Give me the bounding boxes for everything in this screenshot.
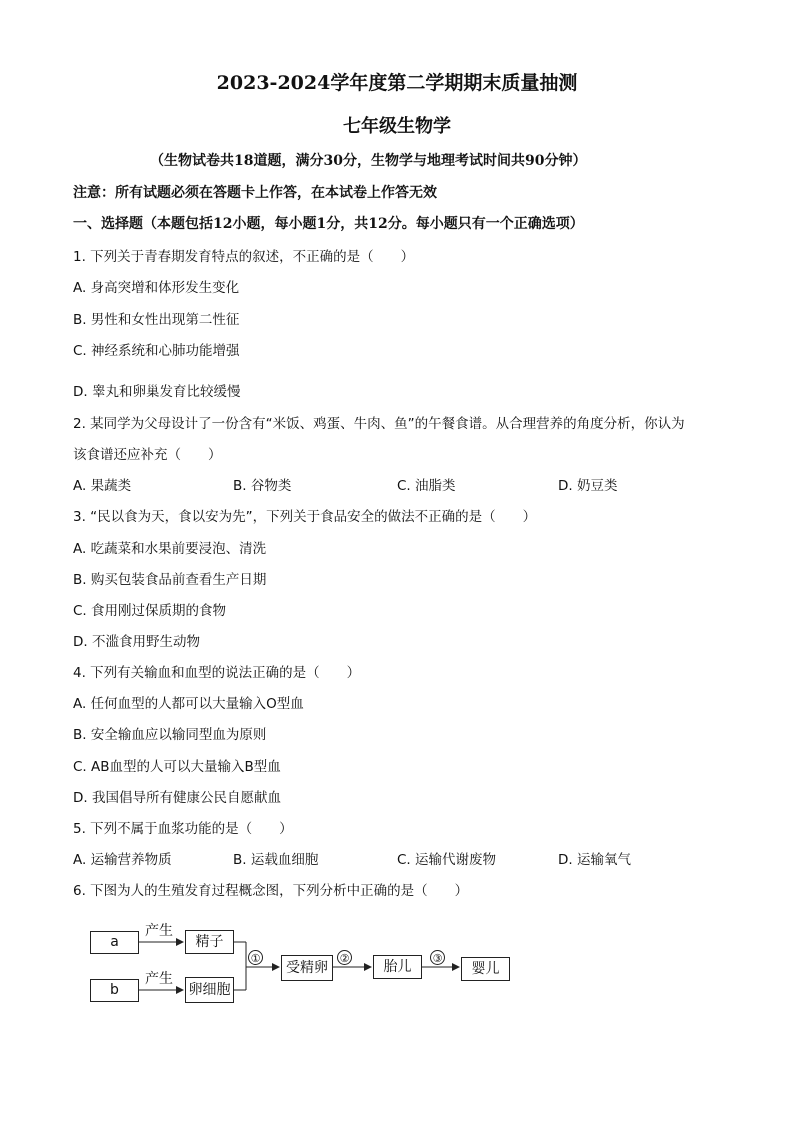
exam-title: 2023-2024学年度第二学期期末质量抽测 [216,72,578,94]
produce-label-top: 产生 [145,923,173,939]
produce-label-bottom: 产生 [145,971,173,987]
question-5-option-b: B. 运载血细胞 [233,852,319,868]
question-3-option-a: A. 吃蔬菜和水果前要浸泡、清洗 [73,541,267,557]
question-3-stem: 3. “民以食为天，食以安为先”，下列关于食品安全的做法不正确的是（ ） [73,509,537,525]
question-3-option-c: C. 食用刚过保质期的食物 [73,603,227,619]
box-fetus: 胎儿 [373,955,422,979]
box-a: a [90,931,139,954]
step-1-marker: ① [248,950,263,965]
exam-subtitle: 七年级生物学 [343,116,451,137]
question-4-option-c: C. AB血型的人可以大量输入B型血 [73,759,281,775]
step-2-marker: ② [337,950,352,965]
box-baby: 婴儿 [461,957,510,981]
question-5-option-d: D. 运输氧气 [558,852,631,868]
question-4-stem: 4. 下列有关输血和血型的说法正确的是（ ） [73,665,361,681]
box-b: b [90,979,139,1002]
question-4-option-b: B. 安全输血应以输同型血为原则 [73,727,267,743]
question-5-stem: 5. 下列不属于血浆功能的是（ ） [73,821,293,837]
question-3-option-d: D. 不滥食用野生动物 [73,634,200,650]
question-4-option-a: A. 任何血型的人都可以大量输入O型血 [73,696,304,712]
exam-notice: 注意：所有试题必须在答题卡上作答，在本试卷上作答无效 [73,185,437,201]
question-1-option-c: C. 神经系统和心肺功能增强 [73,343,240,359]
question-2-stem: 2. 某同学为父母设计了一份含有“米饭、鸡蛋、牛肉、鱼”的午餐食谱。从合理营养的角度分析，你认为 [73,416,685,432]
question-2-stem-cont: 该食谱还应补充（ ） [73,447,222,463]
question-2-option-d: D. 奶豆类 [558,478,618,494]
box-zygote: 受精卵 [281,955,333,981]
question-2-option-a: A. 果蔬类 [73,478,132,494]
step-3-marker: ③ [430,950,445,965]
question-1-stem: 1. 下列关于青春期发育特点的叙述，不正确的是（ ） [73,249,415,265]
exam-info: （生物试卷共18道题，满分30分，生物学与地理考试时间共90分钟） [150,153,587,169]
question-1-option-a: A. 身高突增和体形发生变化 [73,280,240,296]
question-2-option-c: C. 油脂类 [397,478,456,494]
question-1-option-d: D. 睾丸和卵巢发育比较缓慢 [73,384,241,400]
question-3-option-b: B. 购买包装食品前查看生产日期 [73,572,267,588]
section-title: 一、选择题（本题包括12小题，每小题1分，共12分。每小题只有一个正确选项） [73,216,584,232]
question-5-option-c: C. 运输代谢废物 [397,852,497,868]
question-2-option-b: B. 谷物类 [233,478,292,494]
question-4-option-d: D. 我国倡导所有健康公民自愿献血 [73,790,281,806]
box-egg: 卵细胞 [185,977,234,1003]
question-1-option-b: B. 男性和女性出现第二性征 [73,312,240,328]
question-5-option-a: A. 运输营养物质 [73,852,172,868]
box-sperm: 精子 [185,930,234,954]
question-6-stem: 6. 下图为人的生殖发育过程概念图，下列分析中正确的是（ ） [73,883,469,899]
